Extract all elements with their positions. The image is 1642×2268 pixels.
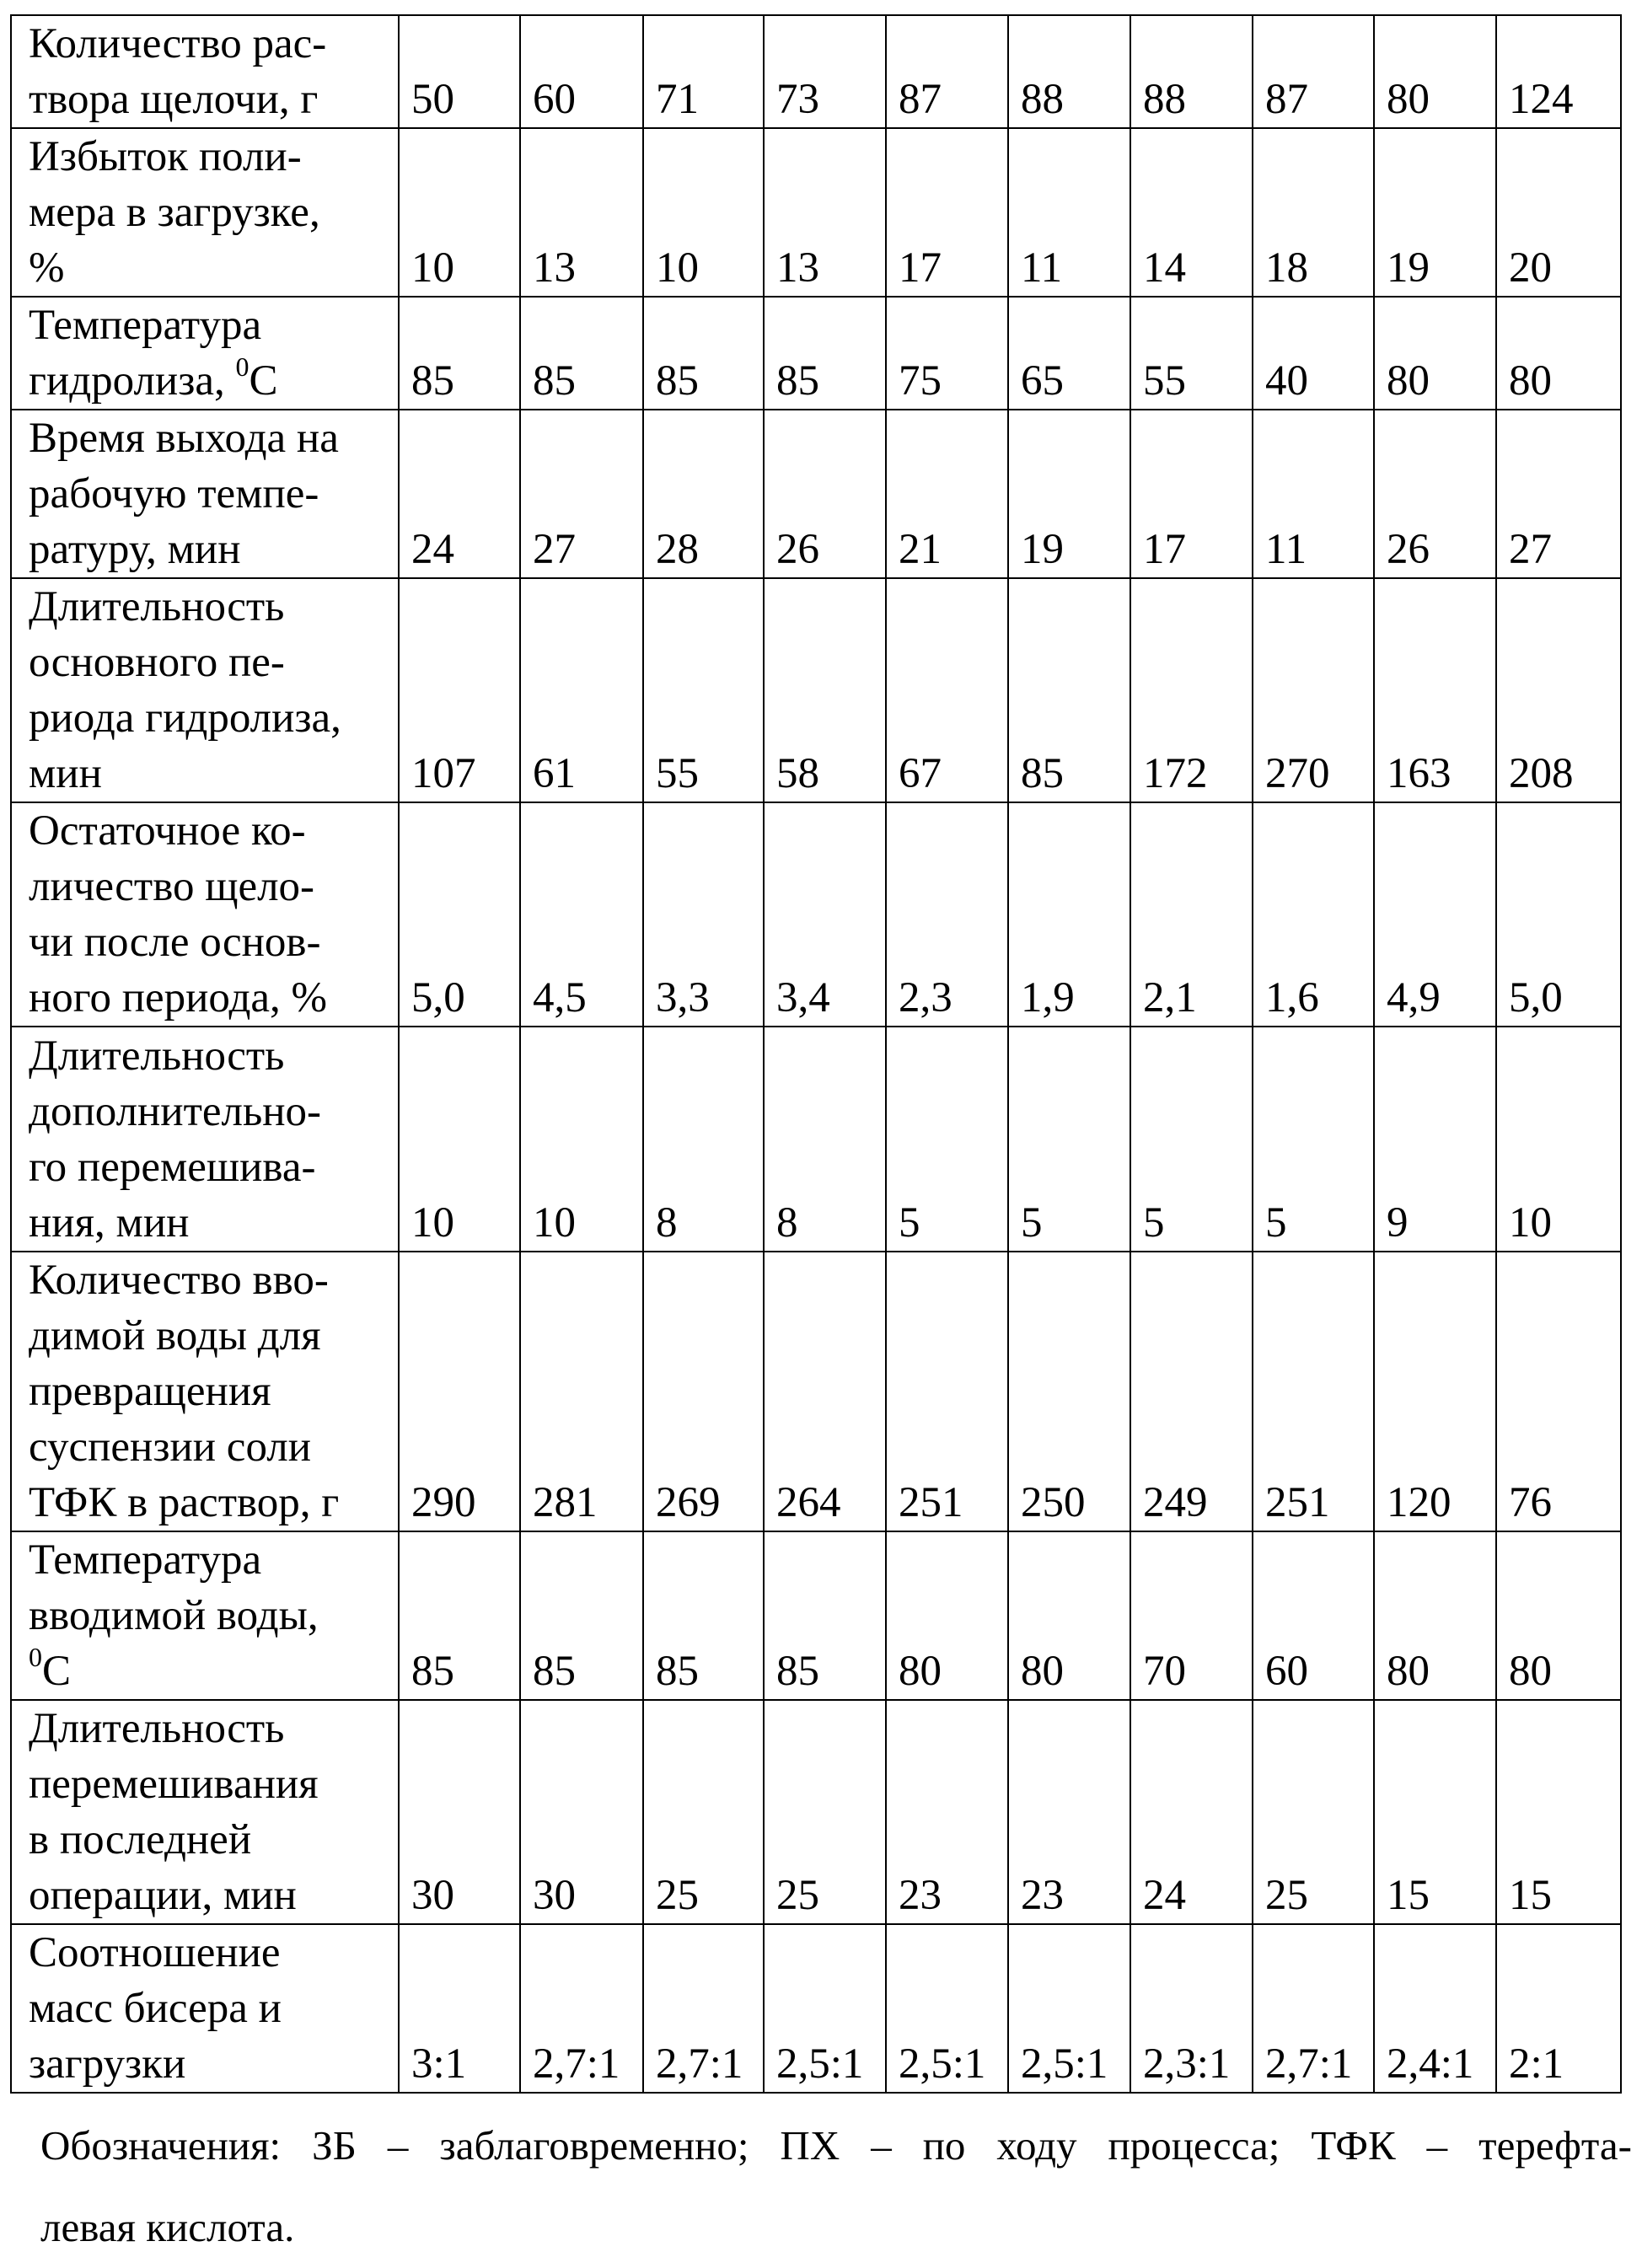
table-row	[11, 1027, 1621, 1252]
table-cell-value: 2:1	[1496, 1924, 1621, 2093]
table-cell-value: 76	[1496, 1252, 1621, 1531]
table-cell-value: 15	[1496, 1700, 1621, 1924]
table-cell-value: 24	[399, 410, 520, 578]
table-cell-value: 87	[1253, 15, 1374, 128]
table-cell-value: 65	[1008, 297, 1130, 410]
table-cell-value: 107	[399, 578, 520, 802]
table-cell-value: 60	[520, 15, 643, 128]
table-cell-value: 40	[1253, 297, 1374, 410]
table-cell-value: 3,4	[764, 802, 886, 1027]
table-cell-value: 251	[886, 1252, 1008, 1531]
table-cell-value: 269	[643, 1252, 764, 1531]
table-cell-value: 28	[643, 410, 764, 578]
table-cell-value: 13	[520, 128, 643, 297]
table-cell-value: 120	[1374, 1252, 1496, 1531]
table-cell-value: 15	[1374, 1700, 1496, 1924]
table-cell-value: 264	[764, 1252, 886, 1531]
row-label-line: ного периода, %	[29, 970, 394, 1026]
row-label	[11, 1924, 399, 2093]
table-row	[11, 1531, 1621, 1700]
table-cell-value: 80	[1496, 1531, 1621, 1700]
row-label-line: ратуру, мин	[29, 522, 394, 577]
row-label-line: основного пе-	[29, 635, 394, 690]
table-row	[11, 1252, 1621, 1531]
row-label-line: перемешивания	[29, 1756, 394, 1812]
table-cell-value: 3:1	[399, 1924, 520, 2093]
row-label	[11, 128, 399, 297]
table-cell-value: 85	[399, 1531, 520, 1700]
row-label-line: го перемешива-	[29, 1139, 394, 1195]
table-cell-value: 1,9	[1008, 802, 1130, 1027]
row-label-line: рабочую темпе-	[29, 466, 394, 522]
table-cell-value: 30	[520, 1700, 643, 1924]
table-cell-value: 19	[1374, 128, 1496, 297]
table-cell-value: 27	[1496, 410, 1621, 578]
table-cell-value: 30	[399, 1700, 520, 1924]
table-cell-value: 73	[764, 15, 886, 128]
table-cell-value: 2,4:1	[1374, 1924, 1496, 2093]
row-label	[11, 15, 399, 128]
row-label-line: твора щелочи, г	[29, 72, 394, 127]
row-label-line: димой воды для	[29, 1308, 394, 1364]
row-label-line: в последней	[29, 1812, 394, 1868]
table-cell-value: 25	[1253, 1700, 1374, 1924]
table-cell-value: 18	[1253, 128, 1374, 297]
row-label-line: ТФК в раствор, г	[29, 1475, 394, 1531]
table-cell-value: 85	[520, 297, 643, 410]
unit-text: C	[250, 357, 278, 405]
row-label	[11, 802, 399, 1027]
table-cell-value: 10	[520, 1027, 643, 1252]
row-label	[11, 1252, 399, 1531]
row-label-line: загрузки	[29, 2036, 394, 2092]
table-cell-value: 11	[1253, 410, 1374, 578]
table-cell-value: 85	[399, 297, 520, 410]
row-label-line: Соотношение	[29, 1925, 394, 1981]
table-cell-value: 3,3	[643, 802, 764, 1027]
row-label-line	[29, 1643, 394, 1699]
table-cell-value: 23	[886, 1700, 1008, 1924]
table-cell-value: 14	[1130, 128, 1253, 297]
table-cell-value: 55	[643, 578, 764, 802]
row-label-text: гидролиза,	[29, 357, 236, 405]
table-cell-value: 270	[1253, 578, 1374, 802]
table-cell-value: 250	[1008, 1252, 1130, 1531]
table-cell-value: 26	[1374, 410, 1496, 578]
table-cell-value: 2,3:1	[1130, 1924, 1253, 2093]
table-cell-value: 10	[399, 128, 520, 297]
table-cell-value: 20	[1496, 128, 1621, 297]
table-cell-value: 17	[1130, 410, 1253, 578]
table-row	[11, 297, 1621, 410]
table-cell-value: 8	[764, 1027, 886, 1252]
table-cell-value: 2,3	[886, 802, 1008, 1027]
table-cell-value: 80	[886, 1531, 1008, 1700]
table-cell-value: 4,9	[1374, 802, 1496, 1027]
table-cell-value: 281	[520, 1252, 643, 1531]
table-cell-value: 5	[1008, 1027, 1130, 1252]
row-label-line: Время выхода на	[29, 410, 394, 466]
table-cell-value: 25	[643, 1700, 764, 1924]
table-cell-value: 2,1	[1130, 802, 1253, 1027]
table-cell-value: 70	[1130, 1531, 1253, 1700]
row-label-line: Длительность	[29, 1028, 394, 1084]
table-cell-value: 1,6	[1253, 802, 1374, 1027]
footnote-line-2: левая кислота.	[40, 2186, 1632, 2268]
table-cell-value: 85	[764, 1531, 886, 1700]
process-parameters-table	[10, 14, 1622, 2094]
table-cell-value: 2,5:1	[886, 1924, 1008, 2093]
row-label	[11, 1027, 399, 1252]
row-label-line: Избыток поли-	[29, 129, 394, 185]
table-cell-value: 5	[1253, 1027, 1374, 1252]
table-cell-value: 26	[764, 410, 886, 578]
row-label-line	[29, 353, 394, 409]
table-cell-value: 5	[886, 1027, 1008, 1252]
table-row	[11, 1924, 1621, 2093]
row-label-line: суспензии соли	[29, 1419, 394, 1475]
table-cell-value: 75	[886, 297, 1008, 410]
table-cell-value: 80	[1374, 15, 1496, 128]
row-label-line: дополнительно-	[29, 1084, 394, 1139]
table-row	[11, 578, 1621, 802]
table-row	[11, 802, 1621, 1027]
row-label-line: %	[29, 240, 394, 296]
table-cell-value: 163	[1374, 578, 1496, 802]
table-cell-value: 5	[1130, 1027, 1253, 1252]
table-cell-value: 208	[1496, 578, 1621, 802]
row-label-line: мин	[29, 746, 394, 802]
table-cell-value: 10	[1496, 1027, 1621, 1252]
row-label-line: риода гидролиза,	[29, 690, 394, 746]
table-cell-value: 11	[1008, 128, 1130, 297]
row-label-line: Длительность	[29, 579, 394, 635]
row-label-line: ния, мин	[29, 1195, 394, 1251]
table-cell-value: 58	[764, 578, 886, 802]
row-label	[11, 578, 399, 802]
degree-superscript: 0	[236, 351, 250, 382]
table-cell-value: 80	[1008, 1531, 1130, 1700]
row-label-line: вводимой воды,	[29, 1588, 394, 1643]
table-cell-value: 61	[520, 578, 643, 802]
footnote	[40, 2104, 1632, 2268]
table-cell-value: 172	[1130, 578, 1253, 802]
table-cell-value: 24	[1130, 1700, 1253, 1924]
unit-text: C	[42, 1648, 71, 1695]
row-label-line: чи после основ-	[29, 914, 394, 970]
table-cell-value: 88	[1008, 15, 1130, 128]
row-label-line: Остаточное ко-	[29, 803, 394, 859]
table-cell-value: 85	[764, 297, 886, 410]
row-label	[11, 410, 399, 578]
table-cell-value: 4,5	[520, 802, 643, 1027]
table-cell-value: 55	[1130, 297, 1253, 410]
table-cell-value: 19	[1008, 410, 1130, 578]
table-cell-value: 27	[520, 410, 643, 578]
table-cell-value: 67	[886, 578, 1008, 802]
table-cell-value: 80	[1496, 297, 1621, 410]
row-label	[11, 297, 399, 410]
table-cell-value: 85	[1008, 578, 1130, 802]
table-cell-value: 5,0	[1496, 802, 1621, 1027]
table-cell-value: 5,0	[399, 802, 520, 1027]
table-body	[11, 15, 1621, 2093]
table-cell-value: 60	[1253, 1531, 1374, 1700]
row-label-line: мера в загрузке,	[29, 185, 394, 240]
table-cell-value: 251	[1253, 1252, 1374, 1531]
table-row	[11, 410, 1621, 578]
table-row	[11, 1700, 1621, 1924]
table-cell-value: 249	[1130, 1252, 1253, 1531]
row-label-line: Количество рас-	[29, 16, 394, 72]
table-cell-value: 10	[399, 1027, 520, 1252]
table-cell-value: 9	[1374, 1027, 1496, 1252]
degree-superscript: 0	[29, 1642, 42, 1672]
table-cell-value: 13	[764, 128, 886, 297]
table-cell-value: 87	[886, 15, 1008, 128]
table-cell-value: 2,7:1	[643, 1924, 764, 2093]
table-cell-value: 124	[1496, 15, 1621, 128]
row-label-line: масс бисера и	[29, 1981, 394, 2036]
table-cell-value: 71	[643, 15, 764, 128]
table-cell-value: 17	[886, 128, 1008, 297]
row-label-line: Количество вво-	[29, 1252, 394, 1308]
row-label	[11, 1531, 399, 1700]
table-cell-value: 2,5:1	[764, 1924, 886, 2093]
table-cell-value: 290	[399, 1252, 520, 1531]
row-label-line: Температура	[29, 1532, 394, 1588]
table-cell-value: 23	[1008, 1700, 1130, 1924]
row-label-line: Длительность	[29, 1701, 394, 1756]
row-label-line: Температура	[29, 298, 394, 353]
table-cell-value: 88	[1130, 15, 1253, 128]
table-cell-value: 2,5:1	[1008, 1924, 1130, 2093]
row-label	[11, 1700, 399, 1924]
table-cell-value: 85	[643, 1531, 764, 1700]
table-cell-value: 2,7:1	[520, 1924, 643, 2093]
row-label-line: превращения	[29, 1364, 394, 1419]
row-label-line: личество щело-	[29, 859, 394, 914]
table-cell-value: 10	[643, 128, 764, 297]
table-row	[11, 15, 1621, 128]
row-label-line: операции, мин	[29, 1868, 394, 1923]
table-row	[11, 128, 1621, 297]
table-cell-value: 50	[399, 15, 520, 128]
table-cell-value: 80	[1374, 1531, 1496, 1700]
table-cell-value: 8	[643, 1027, 764, 1252]
table-cell-value: 85	[520, 1531, 643, 1700]
footnote-line-1: Обозначения: ЗБ – заблаговременно; ПХ – по ходу процесса; ТФК – терефта-	[40, 2104, 1632, 2186]
table-cell-value: 21	[886, 410, 1008, 578]
table-cell-value: 2,7:1	[1253, 1924, 1374, 2093]
table-cell-value: 80	[1374, 297, 1496, 410]
table-cell-value: 25	[764, 1700, 886, 1924]
table-cell-value: 85	[643, 297, 764, 410]
